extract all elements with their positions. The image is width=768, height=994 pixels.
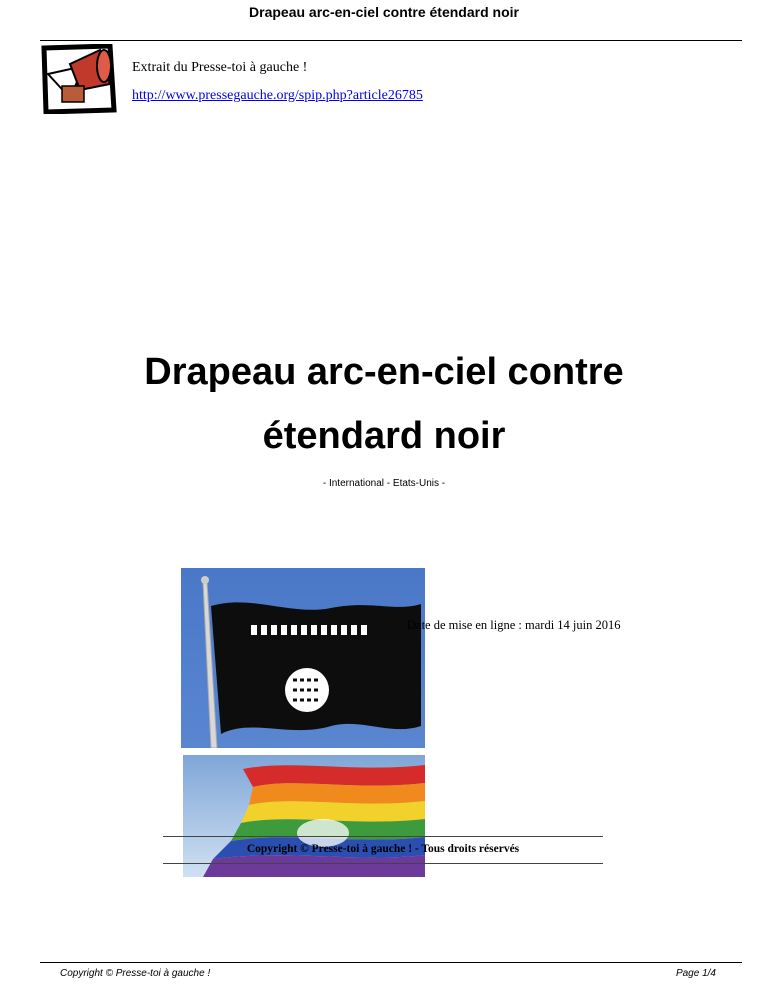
article-title	[0, 340, 768, 468]
article-url-link[interactable]: http://www.pressegauche.org/spip.php?article26785	[132, 88, 423, 103]
header-divider	[40, 40, 742, 41]
source-label: Extrait du Presse-toi à gauche !	[132, 60, 308, 75]
copyright-top-rule	[163, 836, 603, 837]
page-number: Page 1/4	[675, 968, 716, 979]
page-header-title: Drapeau arc-en-ciel contre étendard noir	[249, 4, 519, 20]
copyright-notice: Copyright © Presse-toi à gauche ! - Tous droits réservés	[246, 843, 520, 855]
footer-copyright: Copyright © Presse-toi à gauche !	[60, 968, 211, 979]
breadcrumb: - International - Etats-Unis -	[322, 478, 446, 489]
article-title-line-1: Drapeau arc-en-ciel contre	[144, 351, 624, 393]
presse-toi-logo	[40, 44, 118, 114]
rainbow-flag-image	[183, 755, 425, 877]
footer-divider	[40, 962, 742, 963]
black-flag-image	[181, 568, 425, 748]
article-title-line-2: étendard noir	[262, 415, 506, 457]
copyright-bottom-rule	[163, 863, 603, 864]
publication-date: Date de mise en ligne : mardi 14 juin 2016	[407, 618, 621, 632]
